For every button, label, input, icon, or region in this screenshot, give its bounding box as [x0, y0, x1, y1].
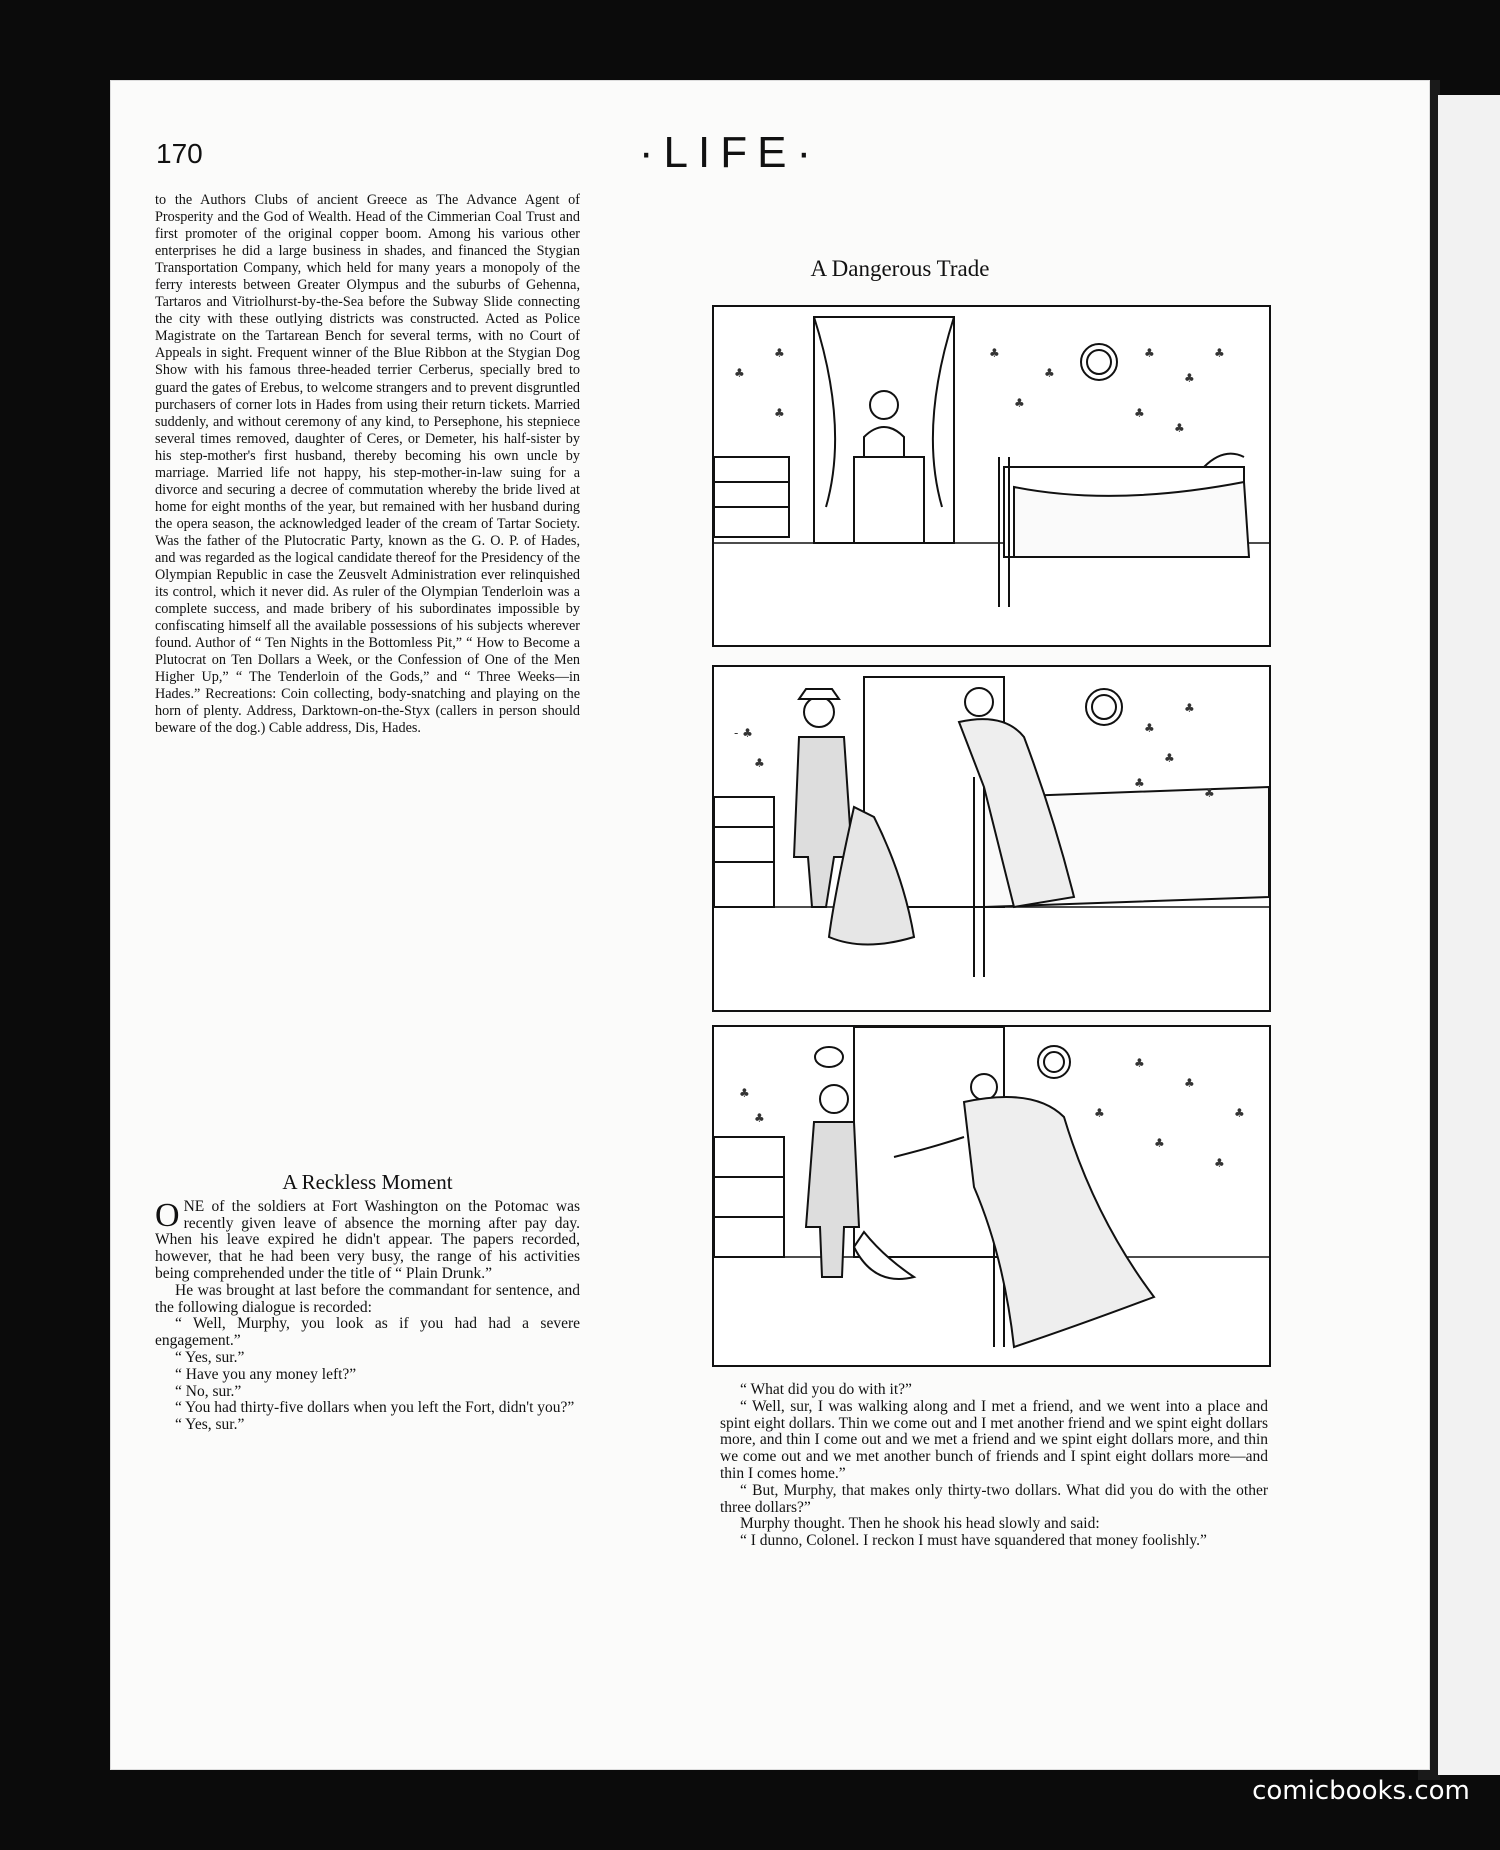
svg-text:♣: ♣ — [1204, 786, 1215, 800]
dialogue-line: “ Well, sur, I was walking along and I met a friend, and we went into a place and spint eight dollars. Thin we come out and I met another friend and we spint eight dollars more, and thin I come out and we met a friend and we spint eight dollars more, and thin we come out and we met another bunch of friends and I spint eight dollars more—and thin I comes home.” — [720, 1397, 1268, 1482]
svg-text:♣: ♣ — [754, 1111, 765, 1125]
dialogue-line: “ I dunno, Colonel. I reckon I must have squandered that money foolishly.” — [740, 1532, 1207, 1550]
svg-text:♣: ♣ — [1094, 1106, 1105, 1120]
svg-text:♣: ♣ — [1144, 346, 1155, 360]
svg-text:♣: ♣ — [1234, 1106, 1245, 1120]
drop-cap: O — [155, 1196, 180, 1234]
svg-text:♣: ♣ — [1134, 776, 1145, 790]
story-paragraph: “ No, sur.” — [175, 1382, 242, 1400]
svg-text:♣: ♣ — [1014, 396, 1025, 410]
panel-2-illustration — [714, 667, 1269, 1010]
svg-text:- ♣: - ♣ — [734, 726, 753, 740]
svg-text:♣: ♣ — [1164, 751, 1175, 765]
panel-3-illustration — [714, 1027, 1269, 1365]
svg-text:♣: ♣ — [754, 756, 765, 770]
story-paragraph: “ Have you any money left?” — [175, 1365, 357, 1383]
svg-text:♣: ♣ — [1044, 366, 1055, 380]
svg-text:♣: ♣ — [774, 346, 785, 360]
story-paragraph: “ You had thirty-five dollars when you left the Fort, didn't you?” — [175, 1399, 575, 1417]
reckless-moment-story — [155, 1160, 580, 1434]
comic-panel-2 — [712, 665, 1271, 1012]
svg-text:♣: ♣ — [1134, 406, 1145, 420]
story-paragraph — [155, 1196, 580, 1283]
dialogue-line: “ What did you do with it?” — [740, 1381, 912, 1398]
story-paragraph: “ Yes, sur.” — [175, 1348, 245, 1366]
svg-text:♣: ♣ — [1184, 701, 1195, 715]
svg-text:♣: ♣ — [739, 1086, 750, 1100]
svg-text:♣: ♣ — [1144, 721, 1155, 735]
svg-text:♣: ♣ — [1214, 346, 1225, 360]
svg-text:♣: ♣ — [1174, 421, 1185, 435]
story-continued — [720, 1382, 1268, 1550]
left-column-text: to the Authors Clubs of ancient Greece as The Advance Agent of Prosperity and the God of Wealth. Head of the Cimmerian Coal Trust and first promoter of the original copper boom. Among his various other enterprises he did a large business in shades, and financed the Stygian Transportation Company, which held for many years a monopoly of the ferry interests between Greater Olympus and the suburbs of Gehenna, Tartaros and Vitriolhurst-by-the-Sea before the Subway Slide connecting the city with these outlying districts was constructed. Acted as Police Magistrate on the Tartarean Bench for several terms, with no Court of Appeals in sight. Frequent winner of the Blue Ribbon at the Stygian Dog Show with his famous three-headed terrier Cerberus, specially bred to guard the gates of Erebus, to welcome strangers and to prevent disgruntled purchasers of corner lots in Hades from using their return tickets. Married suddenly, and without ceremony of any kind, to Persephone, his stepniece several times removed, daughter of Ceres, or Demeter, his half-sister by his step-mother's first husband, thereby becoming his own uncle by marriage. Married life not happy, his step-mother-in-law suing for a divorce and securing a decree of commutation whereby the bride lived at home for eight months of the year, but remained with her husband during the opera season, the acknowledged leader of the cream of Tartar Society. Was the father of the Plutocratic Party, known as the G. O. P. of Hades, and was regarded as the logical candidate thereof for the Presidency of the Olympian Republic in case the Zeusvelt Administration ever relinquished its control, which it never did. As ruler of the Olympian Tenderloin was a complete success, and made bribery of his subordinates impossible by confiscating himself all the available possessions of his subjects wherever found. Author of “ Ten Nights in the Bottomless Pit,” “ How to Become a Plutocrat on Ten Dollars a Week, or the Confession of One of the Men Higher Up,” “ The Tenderloin of the Gods,” and “ Three Weeks—in Hades.” Recreations: Coin collecting, body-snatching and playing on the horn of plenty. Address, Darktown-on-the-Styx (callers in person should beware of the dog.) Cable address, Dis, Hades. — [155, 192, 580, 737]
svg-text:♣: ♣ — [989, 346, 1000, 360]
svg-text:♣: ♣ — [774, 406, 785, 420]
svg-text:♣: ♣ — [734, 366, 745, 380]
comic-title: A Dangerous Trade — [810, 256, 990, 281]
dialogue-line: “ But, Murphy, that makes only thirty-two dollars. What did you do with the other three dollars?” — [720, 1481, 1268, 1516]
left-column — [155, 192, 580, 738]
story-title: A Reckless Moment — [282, 1170, 453, 1194]
svg-text:♣: ♣ — [1184, 1076, 1195, 1090]
svg-text:♣: ♣ — [1134, 1056, 1145, 1070]
story-first-paragraph: NE of the soldiers at Fort Washington on the Potomac was recently given leave of absence the morning after pay day. When his leave expired he didn't appear. The papers recorded, however, that he had been very busy, the range of his activities being comprehended under the title of “ Plain Drunk.” — [155, 1197, 580, 1282]
watermark: comicbooks.com — [1252, 1776, 1470, 1806]
panel-1-illustration — [714, 307, 1269, 645]
svg-text:♣: ♣ — [1214, 1156, 1225, 1170]
adjacent-page-edge — [1438, 95, 1500, 1775]
page-number: 170 — [156, 138, 203, 169]
story-paragraph: “ Yes, sur.” — [175, 1416, 245, 1434]
dialogue-line: Murphy thought. Then he shook his head slowly and said: — [740, 1515, 1100, 1533]
comic-panel-3 — [712, 1025, 1271, 1367]
masthead: ·LIFE· — [638, 128, 822, 177]
svg-text:♣: ♣ — [1184, 371, 1195, 385]
svg-text:♣: ♣ — [1154, 1136, 1165, 1150]
story-paragraph: “ Well, Murphy, you look as if you had had a severe engagement.” — [155, 1315, 580, 1350]
comic-panel-1 — [712, 305, 1271, 647]
story-paragraph: He was brought at last before the commandant for sentence, and the following dialogue is recorded: — [155, 1281, 580, 1316]
